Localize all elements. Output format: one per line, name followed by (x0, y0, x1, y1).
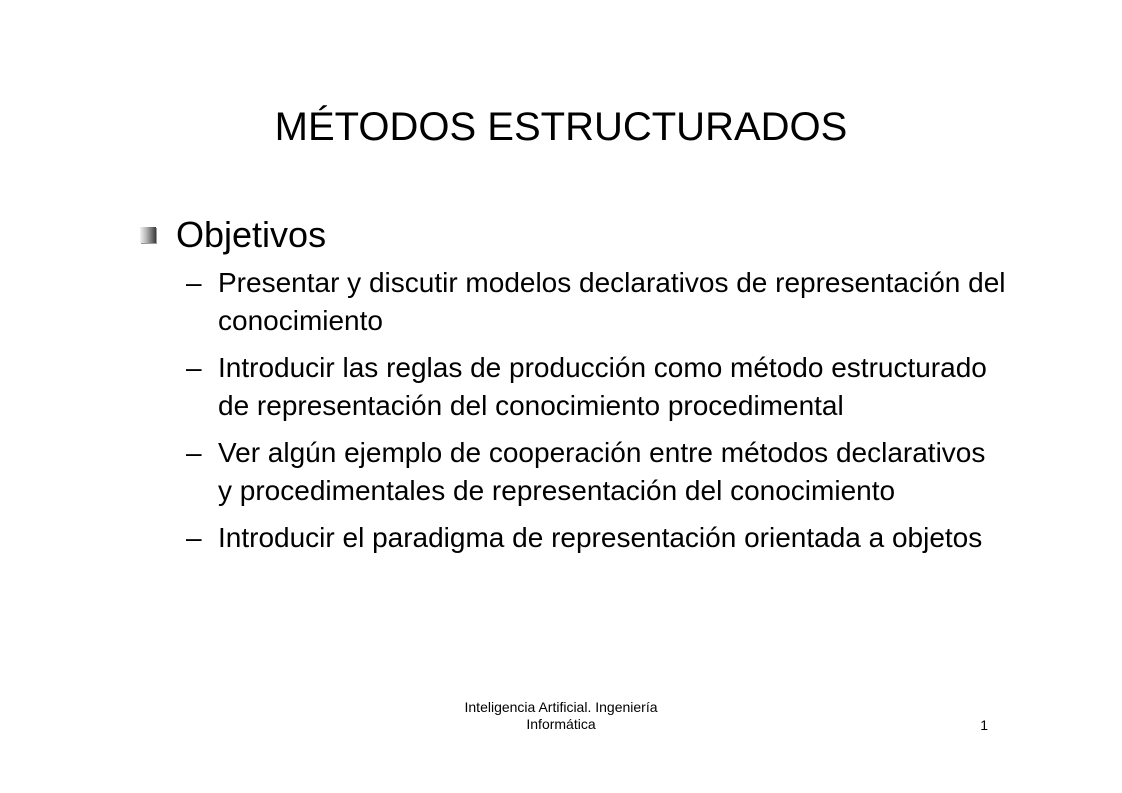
dash-marker: – (186, 267, 202, 298)
footer-line-2: Informática (526, 716, 596, 732)
square-bullet-icon (140, 227, 156, 243)
bullet-objetivos (140, 213, 326, 257)
bullet-label: Objetivos (176, 214, 327, 255)
list-item-text: Presentar y discutir modelos declarativos de representación del conocimiento (218, 267, 1006, 336)
dash-marker: – (186, 352, 202, 383)
list-item (186, 264, 1006, 340)
list-item (186, 349, 1006, 425)
page-number: 1 (980, 717, 988, 733)
list-item (186, 519, 1006, 557)
dash-marker: – (186, 522, 202, 553)
list-item (186, 434, 1006, 510)
list-item-text: Introducir las reglas de producción como método estructurado de representación del conocimiento procedimental (218, 352, 987, 421)
footer-line-1: Inteligencia Artificial. Ingeniería (464, 699, 658, 715)
slide-title: MÉTODOS ESTRUCTURADOS (274, 105, 848, 149)
list-item-text: Ver algún ejemplo de cooperación entre métodos declarativos y procedimentales de representación del conocimiento (218, 437, 986, 506)
footer-text (420, 699, 702, 733)
list-item-text: Introducir el paradigma de representación orientada a objetos (218, 522, 983, 553)
objectives-list (186, 264, 1006, 566)
dash-marker: – (186, 437, 202, 468)
